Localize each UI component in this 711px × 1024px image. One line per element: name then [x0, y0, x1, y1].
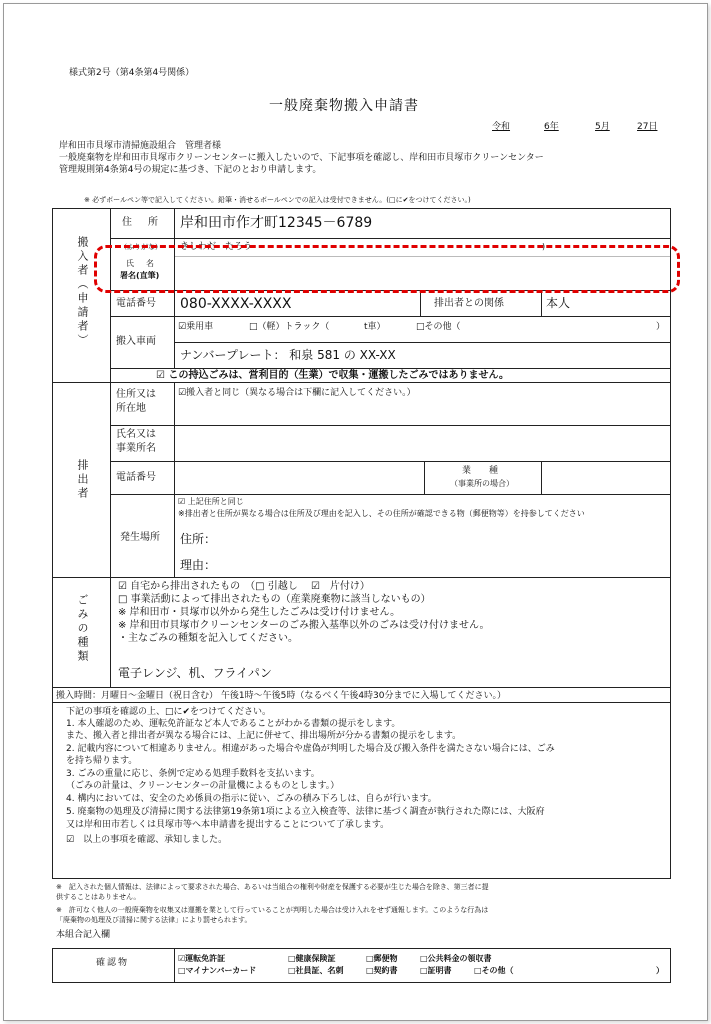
name-label: 氏 名: [126, 259, 156, 268]
relation-value[interactable]: 本人: [546, 296, 571, 310]
privacy-note-1: ※ 記入された個人情報は、法律によって要求された場合、あるいは当組合の権利や財産を保護する必要が生じた場合を除き、第三者に提: [56, 883, 489, 891]
vehicle-option-other[interactable]: □その他（: [416, 322, 461, 332]
discharger-name-label-1: 氏名又は: [116, 429, 156, 440]
terms-line-6: （ごみの計量は、クリーンセンターの計量機によるものとします。）: [66, 781, 340, 791]
waste-section-label: ごみの種類: [76, 594, 89, 664]
intro-line-2: 管理規則第4条第4号の規定に基づき、下記のとおり申請します。: [59, 165, 322, 175]
vehicle-label: 搬入車両: [116, 336, 156, 347]
furigana-label: （ふりがな）: [120, 243, 162, 251]
terms-line-1: 1. 本人確認のため、運転免許証など本人であることがわかる書類の提示をします。: [66, 719, 401, 729]
waste-note-area: ※ 岸和田市・貝塚市以外から発生したごみは受け付けません。: [118, 607, 401, 618]
origin-note: ※排出者と住所が異なる場合は住所及び理由を記入し、その住所が確認できる物（郵便物等）を持参してください: [178, 509, 585, 518]
terms-line-8: 5. 廃棄物の処理及び清掃に関する法律第19条第1項による立入検査等、法律に基づく調査が執行された際には、大阪府: [66, 807, 545, 817]
applicant-section-label: 搬入者（申請者）: [76, 236, 89, 348]
industry-sub-label: （事業所の場合）: [450, 479, 514, 488]
intro-line-1: 一般廃棄物を岸和田市貝塚市クリーンセンターに搬入したいので、下記事項を確認し、岸和田市貝塚市クリーンセンター: [59, 153, 544, 163]
terms-line-2: また、搬入者と排出者が異なる場合には、上記に併せて、排出場所が分かる書類の提示をします。: [66, 731, 462, 741]
date-year: 6年: [544, 122, 559, 132]
law-note-2: 「廃棄物の処理及び清掃に関する法律」により罰せられます。: [56, 916, 252, 924]
confirm-insurance[interactable]: □健康保険証: [288, 954, 336, 963]
waste-business-check[interactable]: □ 事業活動によって排出されたもの（産業廃棄物に該当しないもの）: [118, 594, 431, 605]
terms-line-4: を持ち帰ります。: [66, 756, 138, 766]
phone-value[interactable]: 080-XXXX-XXXX: [180, 296, 292, 312]
form-number: 様式第2号（第4条第4号関係）: [69, 68, 195, 78]
confirm-label: 確認物: [96, 958, 130, 968]
industry-label: 業 種: [462, 466, 499, 476]
discharger-address-label-1: 住所又は: [116, 389, 156, 400]
signature-highlight: [94, 245, 680, 293]
discharger-address-label-2: 所在地: [116, 403, 146, 414]
terms-agree-check[interactable]: ☑ 以上の事項を確認、承知しました。: [66, 835, 228, 845]
form-page: [3, 3, 708, 1021]
discharger-name-label-2: 事業所名: [116, 443, 156, 454]
phone-label: 電話番号: [116, 298, 156, 309]
discharger-phone-label: 電話番号: [116, 472, 156, 483]
confirm-mail[interactable]: □郵便物: [366, 954, 398, 963]
terms-line-9: 又は岸和田市若しくは貝塚市等へ本申請書を提出することについて了承します。: [66, 820, 390, 830]
vehicle-truck-unit: t車）: [364, 322, 386, 332]
waste-items-value[interactable]: 電子レンジ、机、フライパン: [118, 666, 272, 680]
date-day: 27日: [637, 122, 658, 132]
origin-label: 発生場所: [120, 532, 160, 543]
confirm-contract[interactable]: □契約書: [366, 966, 398, 975]
relation-label: 排出者との関係: [434, 298, 504, 309]
confirm-mynumber[interactable]: □マイナンバーカード: [178, 966, 257, 975]
terms-line-3: 2. 記載内容について相違ありません。相違があった場合や虚偽が判明した場合及び搬入条件を満たさない場合には、ごみ: [66, 744, 555, 754]
date-month: 5月: [595, 122, 610, 132]
signature-label: 署名(直筆): [120, 271, 160, 280]
vehicle-option-car[interactable]: ☑乗用車: [178, 322, 214, 332]
commercial-declaration[interactable]: ☑ この持込ごみは、営利目的（生業）で収集・運搬したごみではありません。: [156, 370, 510, 381]
waste-note-standard: ※ 岸和田市貝塚市クリーンセンターのごみ搬入基準以外のごみは受け付けません。: [118, 620, 490, 631]
confirm-employee-id[interactable]: □社員証、名刺: [288, 966, 344, 975]
furigana-value[interactable]: きしわだ たろう: [180, 242, 253, 252]
law-note-1: ※ 許可なく他人の一般廃棄物を収集又は運搬を業として行っていることが判明した場合は受け入れをせず通報します。このような行為は: [56, 906, 489, 914]
confirm-utility-receipt[interactable]: □公共料金の領収書: [420, 954, 492, 963]
origin-reason-label: 理由：: [180, 558, 217, 572]
discharger-section-label: 排出者: [76, 459, 89, 501]
confirm-certificate[interactable]: □証明書: [420, 966, 452, 975]
waste-home-check[interactable]: ☑ 自宅から排出されたもの （□ 引越し ☑ 片付け）: [118, 581, 370, 592]
confirm-other[interactable]: □その他（: [474, 966, 514, 975]
confirm-other-close: ）: [656, 966, 664, 975]
date-era: 令和: [492, 122, 511, 132]
privacy-note-2: 供することはありません。: [56, 893, 141, 901]
plate-number[interactable]: ナンバープレート： 和泉 581 の XX-XX: [180, 348, 396, 362]
addressee: 岸和田市貝塚市清掃施設組合 管理者様: [59, 141, 222, 151]
origin-address-label: 住所：: [180, 532, 217, 546]
pen-notice: ※ 必ずボールペン等で記入してください。鉛筆・消せるボールペンでの記入は受付できません。(□に✔をつけてください。): [84, 196, 471, 204]
terms-line-5: 3. ごみの重量に応じ、条例で定める処理手数料を支払います。: [66, 769, 320, 779]
page-title: 一般廃棄物搬入申請書: [269, 98, 419, 114]
vehicle-option-truck[interactable]: □（軽）トラック（: [249, 322, 330, 332]
delivery-hours: 搬入時間：月曜日～金曜日（祝日含む） 午後1時～午後5時（なるべく午後4時30分までに入場してください。）: [56, 691, 506, 701]
waste-items-instruction: ・主なごみの種類を記入してください。: [118, 633, 298, 644]
same-as-applicant-check[interactable]: ☑搬入者と同じ（異なる場合は下欄に記入してください。）: [178, 388, 416, 398]
origin-same-check[interactable]: ☑ 上記住所と同じ: [178, 497, 244, 506]
terms-line-0: 下記の事項を確認の上、□に✔をつけてください。: [66, 707, 272, 717]
address-label: 住 所: [122, 217, 161, 228]
office-use-label: 本組合記入欄: [56, 930, 111, 940]
vehicle-close: ）: [656, 322, 666, 332]
address-value[interactable]: 岸和田市作才町12345－6789: [180, 215, 373, 231]
furigana-close: ): [542, 242, 546, 251]
terms-line-7: 4. 構内においては、安全のため係員の指示に従い、ごみの積み下ろしは、自らが行います。: [66, 794, 437, 804]
confirm-license[interactable]: ☑運転免許証: [178, 954, 226, 963]
